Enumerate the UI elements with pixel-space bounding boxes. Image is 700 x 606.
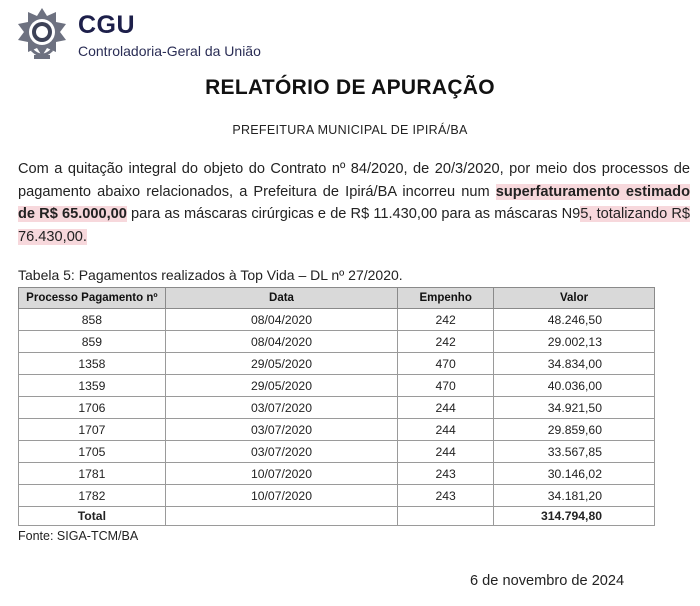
cell-valor: 34.921,50 xyxy=(494,397,655,419)
payments-table xyxy=(18,287,655,526)
coat-of-arms-icon xyxy=(14,6,70,62)
report-subtitle: PREFEITURA MUNICIPAL DE IPIRÁ/BA xyxy=(232,123,468,137)
table-total-row xyxy=(19,507,655,526)
cell-valor: 29.859,60 xyxy=(494,419,655,441)
cell-valor: 40.036,00 xyxy=(494,375,655,397)
header-empenho: Empenho xyxy=(398,288,494,309)
cell-processo: 1782 xyxy=(19,485,166,507)
brand-subtitle: Controladoria-Geral da União xyxy=(78,43,261,59)
cell-processo: 1358 xyxy=(19,353,166,375)
total-empty-cell xyxy=(165,507,397,526)
cell-empenho: 243 xyxy=(398,463,494,485)
table-source: Fonte: SIGA-TCM/BA xyxy=(18,529,139,543)
cell-empenho: 242 xyxy=(398,331,494,353)
cell-empenho: 244 xyxy=(398,397,494,419)
table-row xyxy=(19,419,655,441)
header-data: Data xyxy=(165,288,397,309)
cell-processo: 858 xyxy=(19,309,166,331)
header-valor: Valor xyxy=(494,288,655,309)
cell-valor: 34.834,00 xyxy=(494,353,655,375)
cell-data: 08/04/2020 xyxy=(165,331,397,353)
brand-name: CGU xyxy=(78,11,136,39)
report-title: RELATÓRIO DE APURAÇÃO xyxy=(205,76,495,99)
total-value: 314.794,80 xyxy=(494,507,655,526)
paragraph-text-1: Com a quitação integral do objeto do Contrato nº 84/2020, de 20/3/2020, por meio dos processos de pagamento abaixo relacionados, a Prefeitura de Ipirá/BA incorreu num xyxy=(18,161,690,200)
highlighted-total: 5, totalizando R$ 76.430,00. xyxy=(18,206,690,245)
cell-processo: 859 xyxy=(19,331,166,353)
cgu-header xyxy=(14,6,314,64)
cell-valor: 34.181,20 xyxy=(494,485,655,507)
cell-empenho: 244 xyxy=(398,419,494,441)
cell-processo: 1706 xyxy=(19,397,166,419)
cell-empenho: 242 xyxy=(398,309,494,331)
cell-processo: 1359 xyxy=(19,375,166,397)
cell-empenho: 470 xyxy=(398,353,494,375)
table-row xyxy=(19,375,655,397)
cell-data: 03/07/2020 xyxy=(165,397,397,419)
cell-data: 03/07/2020 xyxy=(165,419,397,441)
cell-data: 29/05/2020 xyxy=(165,375,397,397)
table-row xyxy=(19,463,655,485)
paragraph-text-2: para as máscaras cirúrgicas e de R$ 11.430,00 para as máscaras N9 xyxy=(126,206,581,222)
cell-processo: 1781 xyxy=(19,463,166,485)
cell-empenho: 244 xyxy=(398,441,494,463)
table-row xyxy=(19,397,655,419)
cell-empenho: 470 xyxy=(398,375,494,397)
highlighted-overpricing: superfaturamento estimado de R$ 65.000,00 xyxy=(18,183,690,222)
cell-data: 10/07/2020 xyxy=(165,463,397,485)
cell-valor: 33.567,85 xyxy=(494,441,655,463)
table-row xyxy=(19,353,655,375)
cell-data: 03/07/2020 xyxy=(165,441,397,463)
cell-data: 08/04/2020 xyxy=(165,309,397,331)
cell-processo: 1707 xyxy=(19,419,166,441)
table-caption: Tabela 5: Pagamentos realizados à Top Vida – DL nº 27/2020. xyxy=(18,267,403,283)
cell-data: 29/05/2020 xyxy=(165,353,397,375)
table-row xyxy=(19,331,655,353)
cell-data: 10/07/2020 xyxy=(165,485,397,507)
table-header-row xyxy=(19,288,655,309)
cell-processo: 1705 xyxy=(19,441,166,463)
cell-valor: 30.146,02 xyxy=(494,463,655,485)
table-row xyxy=(19,441,655,463)
document-date: 6 de novembro de 2024 xyxy=(470,573,625,589)
table-row xyxy=(19,309,655,331)
table-row xyxy=(19,485,655,507)
cell-empenho: 243 xyxy=(398,485,494,507)
cell-valor: 48.246,50 xyxy=(494,309,655,331)
total-label: Total xyxy=(19,507,166,526)
header-processo: Processo Pagamento nº xyxy=(19,288,166,309)
cell-valor: 29.002,13 xyxy=(494,331,655,353)
total-empty-cell xyxy=(398,507,494,526)
body-paragraph xyxy=(18,158,690,248)
